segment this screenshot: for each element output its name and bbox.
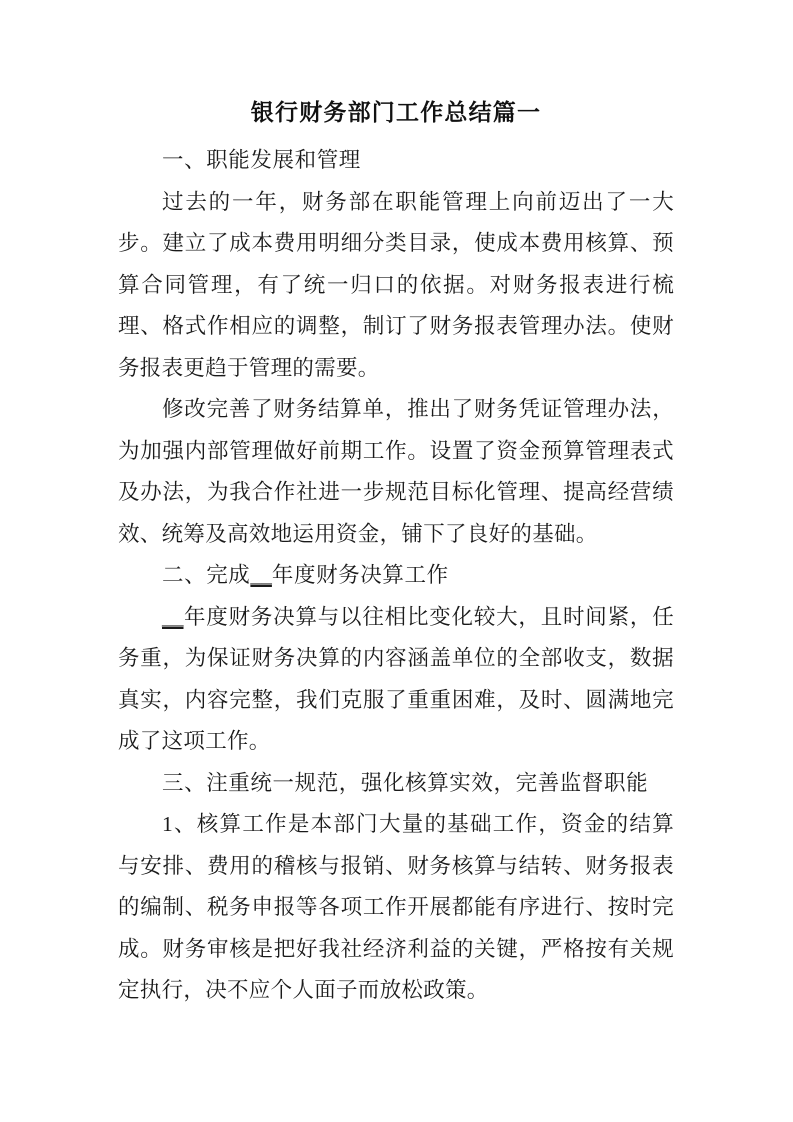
section-heading-1: 一、职能发展和管理 xyxy=(162,148,361,172)
paragraph-3-text: 年度财务决算与以往相比变化较大，且时间紧，任务重，为保证财务决算的内容涵盖单位的全部收支，数据真实，内容完整，我们克服了重重困难，及时、圆满地完成了这项工作。 xyxy=(118,604,674,753)
document-title: 银行财务部门工作总结篇一 xyxy=(250,100,542,125)
section-heading-2-blank: __ xyxy=(250,563,272,587)
section-heading-2-suffix: 年度财务决算工作 xyxy=(271,563,449,587)
section-heading-2-prefix: 二、完成 xyxy=(162,563,251,587)
section-heading-3: 三、注重统一规范，强化核算实效，完善监督职能 xyxy=(162,770,649,795)
paragraph-1: 过去的一年，财务部在职能管理上向前迈出了一大步。建立了成本费用明细分类目录，使成本费用核算、预算合同管理，有了统一归口的依据。对财务报表进行梳理、格式作相应的调整，制订了财务报表管理办法。使财务报表更趋于管理的需要。 xyxy=(118,189,674,380)
paragraph-2: 修改完善了财务结算单，推出了财务凭证管理办法，为加强内部管理做好前期工作。设置了资金预算管理表式及办法，为我合作社进一步规范目标化管理、提高经营绩效、统筹及高效地运用资金，铺下了良好的基础。 xyxy=(118,397,674,546)
paragraph-3-blank: __ xyxy=(162,604,184,629)
paragraph-4: 1、核算工作是本部门大量的基础工作，资金的结算与安排、费用的稽核与报销、财务核算与结转、财务报表的编制、税务申报等各项工作开展都能有序进行、按时完成。财务审核是把好我社经济利益的关键，严格按有关规定执行，决不应个人面子而放松政策。 xyxy=(118,812,674,1002)
section-heading-2 xyxy=(118,555,674,597)
document-body xyxy=(118,92,674,1012)
paragraph-3 xyxy=(118,597,674,763)
